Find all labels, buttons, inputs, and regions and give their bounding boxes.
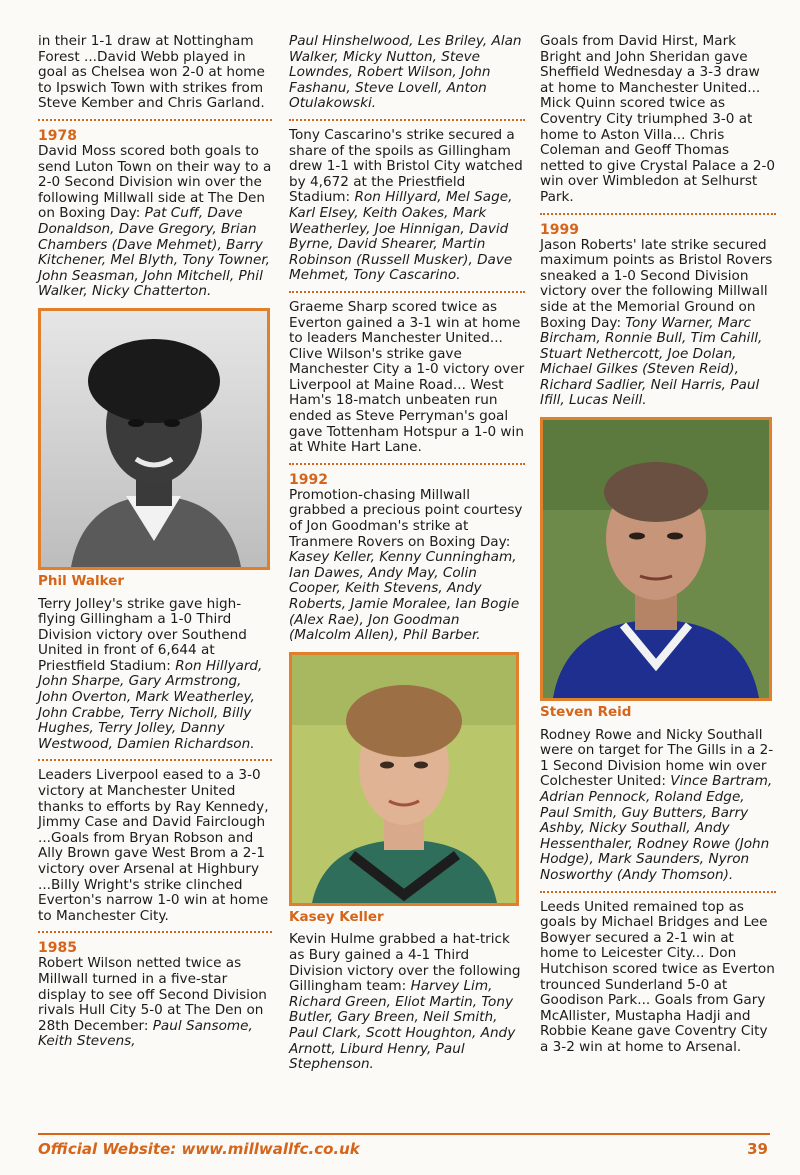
team-lineup-continued: Paul Hinshelwood, Les Briley, Alan Walker, Micky Nutton, Steve Lowndes, Robert Wilson, John Fashanu, Steve Lovell, Anton Otulakowski.	[289, 33, 522, 112]
footer-label: Official Website:	[38, 1140, 177, 1158]
paragraph-1985: Robert Wilson netted twice as Millwall turned in a five-star display to see off Second Division rivals Hull City 5-0 at The Den on 28th December: Paul Sansome, Keith Stevens,	[38, 955, 267, 1050]
divider	[38, 931, 272, 933]
paragraph-liverpool: Leaders Liverpool eased to a 3-0 victory at Manchester United thanks to efforts by Ray Kennedy, Jimmy Case and David Fairclough ...Goals from Bryan Robson and Ally Brown gave West Brom a 2-1 victory over Arsenal at Highbury ...Billy Wright's strike clinched Everton's narrow 1-0 win at home to Manchester City.	[38, 767, 269, 924]
team-lineup: Pat Cuff, Dave Donaldson, Dave Gregory, Brian Chambers (Dave Mehmet), Barry Kitchener, Mel Blyth, Tony Towner, John Seasman, John Mitchell, Phil Walker, Nicky Chatterton.	[38, 205, 270, 300]
team-lineup: Tony Warner, Marc Bircham, Ronnie Bull, Tim Cahill, Stuart Nethercott, Joe Dolan, Michael Gilkes (Steven Reid), Richard Sadlier, Neil Harris, Paul Ifill, Lucas Neill.	[540, 314, 763, 409]
paragraph-hirst: Goals from David Hirst, Mark Bright and John Sheridan gave Sheffield Wednesday a 3-3 draw at home to Manchester United... Mick Quinn scored twice as Coventry City triumphed 3-0 at home to Aston Villa... Chris Coleman and Geoff Thomas netted to give Crystal Palace a 2-0 win over Wimbledon at Selhurst Park.	[540, 33, 776, 205]
column-3	[540, 34, 776, 1062]
page-number: 39	[747, 1140, 768, 1158]
website-link[interactable]: www.millwallfc.co.uk	[181, 1140, 360, 1158]
team-lineup: Harvey Lim, Richard Green, Eliot Martin, Tony Butler, Gary Breen, Neil Smith, Paul Clark, Scott Houghton, Andy Arnott, Liburd Henry, Paul Stephenson.	[289, 978, 516, 1073]
intro-paragraph: in their 1-1 draw at Nottingham Forest ...David Webb played in goal as Chelsea won 2-0 at home to Ipswich Town with strikes from Steve Kember and Chris Garland.	[38, 33, 265, 112]
phil-walker-photo	[38, 308, 270, 570]
paragraph-gillingham-southend: Terry Jolley's strike gave high-flying Gillingham a 1-0 Third Division victory over Southend United in front of 6,644 at Priestfield Stadium: Ron Hillyard, John Sharpe, Gary Armstrong, John Overton, Mark Weatherley, John Crabbe, Terry Nicholl, Billy Hughes, Terry Jolley, Danny Westwood, Damien Richardson.	[38, 595, 263, 752]
steven-reid-photo	[540, 417, 772, 701]
photo-caption-kasey-keller: Kasey Keller	[289, 908, 384, 925]
column-2	[289, 34, 525, 1079]
portrait-image	[292, 655, 516, 903]
paragraph-1992: Promotion-chasing Millwall grabbed a precious point courtesy of Jon Goodman's strike at Tranmere Rovers on Boxing Day: Kasey Keller, Kenny Cunningham, Ian Dawes, Andy May, Colin Cooper, Keith Stevens, Andy Roberts, Jamie Moralee, Ian Bogie (Alex Rae), Jon Goodman (Malcolm Allen), Phil Barber.	[289, 486, 523, 644]
paragraph-hulme: Kevin Hulme grabbed a hat-trick as Bury gained a 4-1 Third Division victory over the following Gillingham team: Harvey Lim, Richard Green, Eliot Martin, Tony Butler, Gary Breen, Neil Smith, Paul Clark, Scott Houghton, Andy Arnott, Liburd Henry, Paul Stephenson.	[289, 931, 521, 1073]
portrait-image	[41, 311, 267, 567]
paragraph-1999: Jason Roberts' late strike secured maximum points as Bristol Rovers sneaked a 1-0 Second Division victory over the following Millwall side at the Memorial Ground on Boxing Day: Tony Warner, Marc Bircham, Ronnie Bull, Tim Cahill, Stuart Nethercott, Joe Dolan, Michael Gilkes (Steven Reid), Richard Sadlier, Neil Harris, Paul Ifill, Lucas Neill.	[540, 236, 773, 409]
paragraph-rowe: Rodney Rowe and Nicky Southall were on target for The Gills in a 2-1 Second Division home win over Colchester United: Vince Bartram, Adrian Pennock, Roland Edge, Paul Smith, Guy Butters, Barry Ashby, Nicky Southall, Andy Hessenthaler, Rodney Rowe (John Hodge), Mark Saunders, Nyron Nosworthy (Andy Thomson).	[540, 726, 774, 883]
divider	[289, 291, 525, 293]
year-heading-1992: 1992	[289, 471, 328, 488]
year-heading-1985: 1985	[38, 940, 77, 957]
divider	[540, 213, 776, 215]
year-heading-1978: 1978	[38, 127, 77, 144]
column-1	[38, 34, 272, 1056]
team-lineup: Paul Sansome, Keith Stevens,	[38, 1017, 253, 1050]
paragraph-sharp: Graeme Sharp scored twice as Everton gained a 3-1 win at home to leaders Manchester United... Clive Wilson's strike gave Manchester City a 1-0 victory over Liverpool at Maine Road... West Ham's 18-match unbeaten run ended as Steve Perryman's goal gave Tottenham Hotspur a 1-0 win at White Hart Lane.	[289, 298, 525, 456]
team-lineup: Kasey Keller, Kenny Cunningham, Ian Dawes, Andy May, Colin Cooper, Keith Stevens, Andy Roberts, Jamie Moralee, Ian Bogie (Alex Rae), Jon Goodman (Malcolm Allen), Phil Barber.	[289, 549, 520, 644]
photo-caption-phil-walker: Phil Walker	[38, 572, 125, 589]
portrait-image	[543, 420, 769, 698]
paragraph-leeds: Leeds United remained top as goals by Michael Bridges and Lee Bowyer secured a 2-1 win at home to Leicester City... Don Hutchison scored twice as Everton trounced Sunderland 5-0 at Goodison Park... Goals from Gary McAllister, Mustapha Hadji and Robbie Keane gave Coventry City a 3-2 win at home to Arsenal.	[540, 898, 775, 1055]
paragraph-1978: David Moss scored both goals to send Luton Town on their way to a 2-0 Second Division win over the following Millwall side at The Den on Boxing Day: Pat Cuff, Dave Donaldson, Dave Gregory, Brian Chambers (Dave Mehmet), Barry Kitchener, Mel Blyth, Tony Towner, John Seasman, John Mitchell, Phil Walker, Nicky Chatterton.	[38, 142, 272, 300]
divider	[38, 759, 272, 761]
team-lineup: Ron Hillyard, John Sharpe, Gary Armstrong, John Overton, Mark Weatherley, John Crabbe, Terry Nicholl, Billy Hughes, Terry Jolley, Danny Westwood, Damien Richardson.	[38, 657, 263, 752]
year-heading-1999: 1999	[540, 221, 579, 238]
divider	[289, 119, 525, 121]
paragraph-cascarino: Tony Cascarino's strike secured a share of the spoils as Gillingham drew 1-1 with Bristol City watched by 4,672 at the Priestfield Stadium: Ron Hillyard, Mel Sage, Karl Elsey, Keith Oakes, Mark Weatherley, Joe Hinnigan, David Byrne, David Shearer, Martin Robinson (Russell Musker), Dave Mehmet, Tony Cascarino.	[289, 126, 523, 284]
kasey-keller-photo	[289, 652, 519, 906]
photo-caption-steven-reid: Steven Reid	[540, 704, 632, 721]
footer-website	[38, 1140, 360, 1158]
team-lineup: Vince Bartram, Adrian Pennock, Roland Edge, Paul Smith, Guy Butters, Barry Ashby, Nicky Southall, Andy Hessenthaler, Rodney Rowe (John Hodge), Mark Saunders, Nyron Nosworthy (Andy Thomson).	[540, 773, 773, 883]
divider	[289, 463, 525, 465]
divider	[540, 891, 776, 893]
team-lineup: Ron Hillyard, Mel Sage, Karl Elsey, Keith Oakes, Mark Weatherley, Joe Hinnigan, David Byrne, David Shearer, Martin Robinson (Russell Musker), Dave Mehmet, Tony Cascarino.	[289, 189, 513, 284]
divider	[38, 119, 272, 121]
footer-rule	[38, 1133, 770, 1135]
